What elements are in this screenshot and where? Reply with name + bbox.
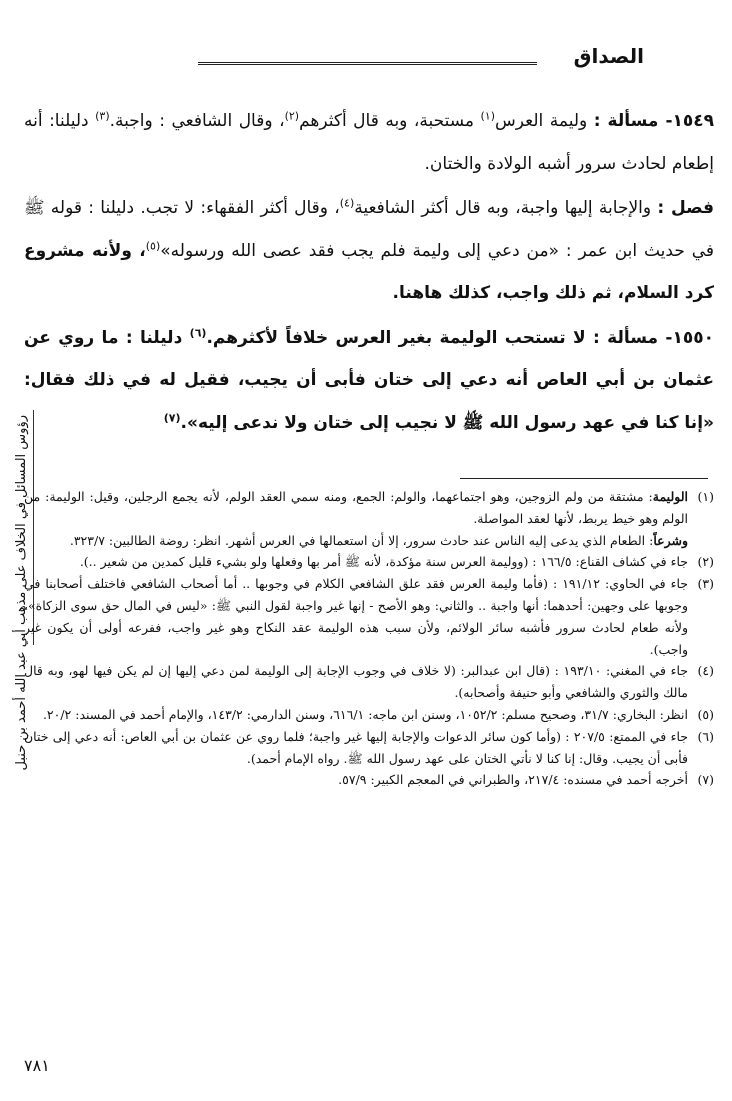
text-run: ، وقال الشافعي : واجبة. — [109, 111, 285, 131]
footnote-number: (٥) — [697, 706, 714, 722]
footnote-number: (٦) — [697, 728, 714, 744]
footnote-text: : مشتقة من ولم الزوجين، وهو اجتماعهما، والولم: الجمع، ومنه سمي العقد الولم، لأنه يجمع الرجلين، وقيل: الوليمة: من الولم وهو خيط يربط، لأنها لعقد المواصلة. — [24, 489, 688, 526]
footnote-text: جاء في الممتع: ٢٠٧/٥ : (وأما كون سائر الدعوات والإجابة إليها غير واجبة؛ فلما روي عن عثمان بن أبي العاص: أنه دعي إلى ختان فأبى أن يجيب. وقال: إنا كنا لا نأتي الختان على عهد رسول الله ﷺ. رواه الإمام أحمد). — [24, 728, 688, 766]
footnote-ref[interactable]: (٢) — [284, 109, 300, 123]
footnote-lead: وشرعاً — [653, 532, 688, 548]
footnote-text: جاء في كشاف القناع: ١٦٦/٥ : (ووليمة العرس سنة مؤكدة، لأنه ﷺ أمر بها وفعلها ولو بشيء قليل كمدين من شعير ..). — [79, 554, 688, 570]
footnote-ref[interactable]: (٧) — [163, 410, 181, 424]
footnote-number: (٤) — [697, 663, 714, 679]
text-run: ، وقال أكثر الفقهاء: لا تجب. دليلنا : قوله ﷺ في حديث ابن عمر : «من دعي إلى وليمة فلم يجب فقد عصى الله ورسوله» — [24, 198, 714, 261]
page-number: ٧٨١ — [24, 1056, 50, 1075]
footnote-ref[interactable]: (٥) — [145, 238, 161, 252]
footnote-separator — [460, 478, 708, 479]
footnote-text: جاء في الحاوي: ١٩١/١٢ : (فأما وليمة العرس فقد علق الشافعي الكلام في وجوبها .. أما أصحاب الشافعي فاختلف أصحابنا في وجوبها على وجهين: أحدهما: أنها واجبة .. والثاني: وهو الأصح - إنها غير واجبة لقول النبي ﷺ: «ليس في المال حق سوى الزكاة»، ولأنه طعام لحادث سرور فأشبه سائر الولائم، ولأن سبب هذه الوليمة عقد النكاح وهو غير واجب، ففرعه أولى أن يكون غير واجب). — [24, 576, 689, 657]
footnote-lead: الوليمة — [652, 489, 688, 504]
footnote-number: (١) — [697, 489, 714, 504]
masala-1549 — [24, 100, 714, 185]
text-run: دليلنا : ما روي عن عثمان بن أبي العاص أنه دعي إلى ختان فأبى أن يجيب، فقيل له في ذلك فقال: «إنا كنا في عهد رسول الله ﷺ لا نجيب إلى ختان ولا ندعى إليه». — [24, 327, 714, 433]
running-title: الصداق — [573, 44, 644, 68]
footnote-4 — [24, 660, 714, 704]
footnotes — [24, 486, 714, 791]
text-run: ، ولأنه مشروع كرد السلام، ثم ذلك واجب، كذلك هاهنا. — [24, 240, 714, 303]
fasl-paragraph — [24, 187, 714, 315]
footnote-number: (٣) — [697, 576, 714, 592]
footnote-text: جاء في المغني: ١٩٣/١٠ : (قال ابن عبدالبر: (لا خلاف في وجوب الإجابة إلى الوليمة لمن دعي إليها إن لم يكن فيها لهو، وبه قال مالك والثوري والشافعي وأبو حنيفة وأصحابه). — [24, 663, 689, 701]
footnote-ref[interactable]: (١) — [480, 109, 496, 123]
side-title: رؤوس المسائل في الخلاف على مذهب أبي عبد الله أحمد بن حنبل — [14, 415, 29, 771]
text-run: مستحبة، وبه قال أكثرهم — [299, 111, 481, 131]
fasl-heading: فصل : — [657, 198, 714, 218]
masala-1550 — [24, 317, 714, 445]
text-run: وليمة العرس — [495, 111, 594, 131]
footnote-text: : الطعام الذي يدعى إليه الناس عند حادث سرور، إلا أن استعمالها في العرس أشهر. انظر: روضة الطالبين: ٣٢٣/٧. — [69, 532, 654, 548]
footnote-text: أخرجه أحمد في مسنده: ٢١٧/٤، والطبراني في المعجم الكبير: ٥٧/٩. — [338, 772, 688, 788]
footnote-number: (٧) — [697, 772, 714, 788]
text-run: والإجابة إليها واجبة، وبه قال أكثر الشافعية — [354, 198, 658, 218]
footnote-2 — [24, 551, 714, 573]
footnote-3 — [24, 573, 714, 660]
footnote-1-cont — [24, 530, 714, 552]
text-run: لا تستحب الوليمة بغير العرس خلافاً لأكثرهم. — [206, 327, 594, 348]
footnote-7 — [24, 769, 714, 791]
masala-heading: ١٥٤٩- مسألة : — [593, 111, 715, 131]
footnote-ref[interactable]: (٣) — [95, 109, 110, 123]
footnote-6 — [24, 726, 714, 770]
footnote-ref[interactable]: (٤) — [339, 196, 355, 210]
main-text — [24, 100, 714, 444]
footnote-1 — [24, 486, 714, 530]
text-run: دليلنا: أنه إطعام لحادث سرور أشبه الولادة والختان. — [24, 111, 714, 174]
header-rule — [198, 62, 537, 65]
footnote-5 — [24, 704, 714, 726]
masala-heading: ١٥٥٠- مسألة : — [593, 327, 714, 348]
footnote-ref[interactable]: (٦) — [189, 325, 207, 339]
footnote-number: (٢) — [697, 554, 714, 570]
footnote-text: انظر: البخاري: ٣١/٧، وصحيح مسلم: ١٠٥٢/٢، وسنن ابن ماجه: ٦١٦/١، وسنن الدارمي: ١٤٣/٢، والإمام أحمد في المسند: ٢٠/٢. — [42, 706, 688, 722]
